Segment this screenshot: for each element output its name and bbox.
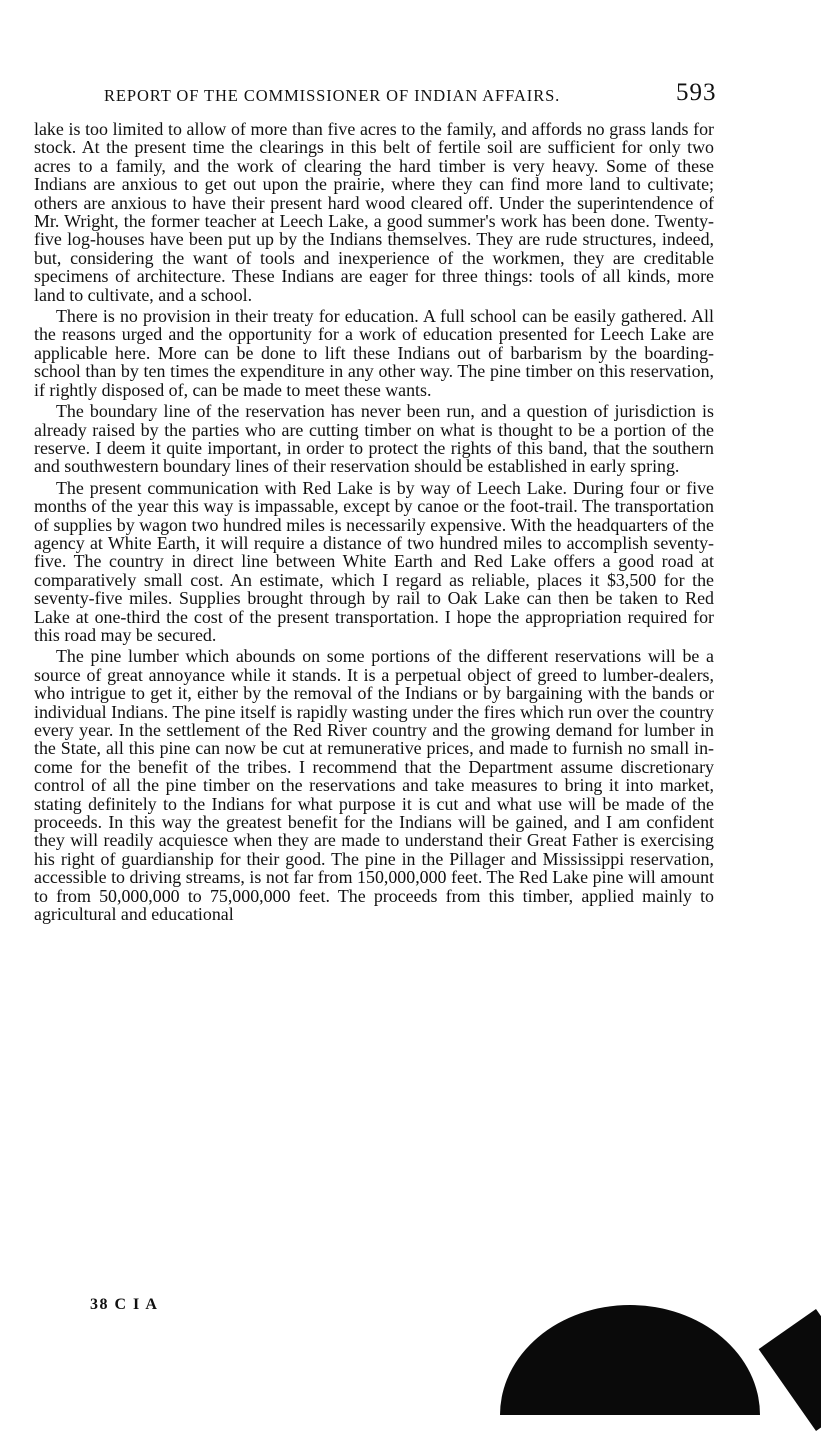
paragraph-boundary-line: The boundary line of the reservation has never been run, and a question of jurisdiction is already raised by the parties who are cutting timber on what is thought to be a portion of the reserve. I deem it quite important, in order to protect the rights of this band, that the southern and southwestern boundary lines of their reservation should be established in early spring.: [34, 401, 714, 477]
paragraph-education: There is no provision in their treaty for education. A full school can be easily gathered. All the reasons urged and the opportunity for a work of education presented for Leech Lake are applicable here. More can be done to lift these Indians out of barbarism by the boarding-school than by ten times the expenditure in any other way. The pine timber on this reservation, if rightly disposed of, can be made to meet these wants.: [34, 306, 714, 400]
scan-corner-shadow: [759, 1309, 821, 1431]
scan-shadow: [500, 1305, 760, 1415]
paragraph-leech-lake-continuation: lake is too limited to allow of more than five acres to the family, and affords no grass lands for stock. At the present time the clearings in this belt of fertile soil are sufficient for only two acres to a family, and the work of clearing the hard timber is very heavy. Some of these Indians are anxious to get out upon the prairie, where they can find more land to cultivate; others are anxious to have their present hard wood cleared off. Under the superintendence of Mr. Wright, the former teacher at Leech Lake, a good summer's work has been done. Twenty-five log-houses have been put up by the Indians themselves. They are rude structures, indeed, but, considering the want of tools and inexperience of the workmen, they are creditable specimens of architecture. These Indians are eager for three things: tools of all kinds, more land to cultivate, and a school.: [34, 119, 714, 305]
paragraph-red-lake-communication: The present communication with Red Lake is by way of Leech Lake. During four or five months of the year this way is impassable, except by canoe or the foot-trail. The transportation of supplies by wagon two hundred miles is necessarily expensive. With the headquarters of the agency at White Earth, it will require a distance of two hundred miles to accomplish seventy-five. The country in direct line between White Earth and Red Lake offers a good road at comparatively small cost. An estimate, which I regard as reliable, places it $3,500 for the seventy-five miles. Supplies brought through by rail to Oak Lake can then be taken to Red Lake at one-third the cost of the present transportation. I hope the appropriation required for this road may be secured.: [34, 477, 714, 645]
page-header: [0, 0, 821, 120]
paragraph-pine-lumber: The pine lumber which abounds on some portions of the different reservations will be a source of great annoyance while it stands. It is a perpetual object of greed to lumber-dealers, who intrigue to get it, either by the removal of the Indians or by bargaining with the bands or individual Indians. The pine itself is rapidly wasting under the fires which run over the country every year. In the settlement of the Red River country and the growing demand for lumber in the State, all this pine can now be cut at remunerative prices, and made to furnish no small income for the benefit of the tribes. I recommend that the Department assume discretionary control of all the pine timber on the reservations and take measures to bring it into market, stating definitely to the Indians for what purpose it is cut and what use will be made of the proceeds. In this way the greatest benefit for the Indians will be gained, and I am confident they will readily acquiesce when they are made to understand their Great Father is exercising his right of guardianship for their good. The pine in the Pillager and Mississippi reservation, accessible to driving streams, is not far from 150,000,000 feet. The Red Lake pine will amount to from 50,000,000 to 75,000,000 feet. The proceeds from this timber, applied mainly to agricultural and educational: [34, 646, 714, 925]
page-number: 593: [676, 79, 717, 106]
printer-signature-mark: 38 C I A: [90, 1296, 159, 1313]
body-text: [34, 120, 714, 923]
running-title: REPORT OF THE COMMISSIONER OF INDIAN AFFAIRS.: [104, 86, 561, 105]
